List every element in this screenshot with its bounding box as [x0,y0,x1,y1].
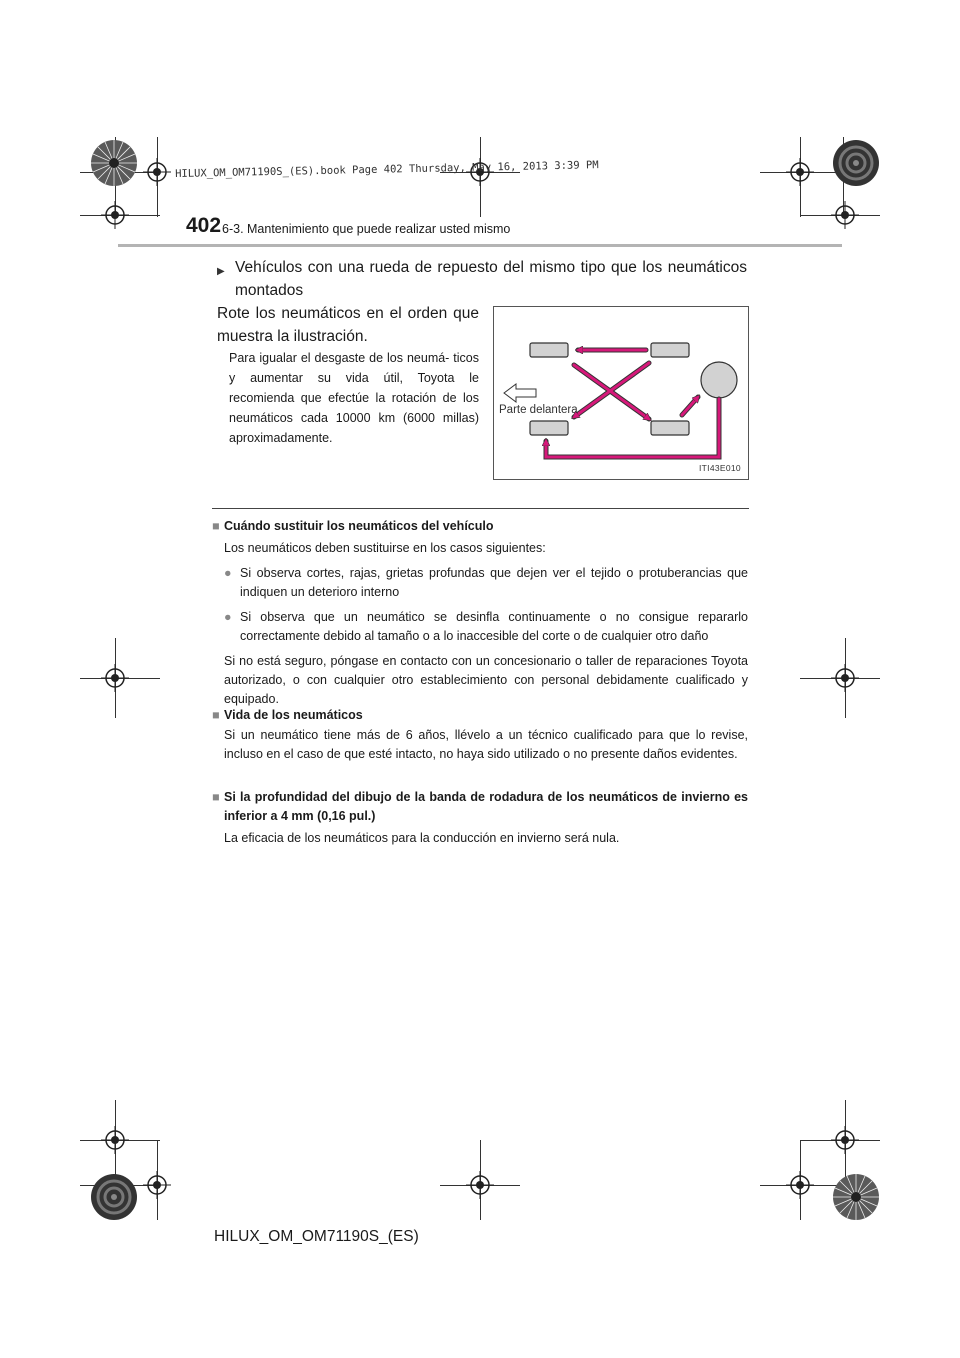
book-info-stamp: HILUX_OM_OM71190S_(ES).book Page 402 Thursday, May 16, 2013 3:39 PM [175,159,599,180]
crosshair-icon [466,1171,494,1199]
crosshair-icon [831,664,859,692]
rotation-heading-text: Vehículos con una rueda de repuesto del mismo tipo que los neumáticos montados [235,259,747,299]
square-bullet-icon: ■ [212,519,220,533]
rotation-heading [217,256,747,302]
tire-rear-left [530,421,568,435]
rosette-icon [89,138,139,188]
list-item-text: Si observa que un neumático se desinfla continuamente o no consigue repararlo correctamente debido al tamaño o a lo inaccesible del corte o de cualquier otro daño [240,610,748,643]
section-divider [212,508,749,509]
section-heading-text: Si la profundidad del dibujo de la banda de rodadura de los neumáticos de invierno es inferior a 4 mm (0,16 pul.) [224,790,748,823]
tire-front-right [651,343,689,357]
spare-tire [701,362,737,398]
rosette-icon [831,1172,881,1222]
section-after: Si no está seguro, póngase en contacto con un concesionario o taller de reparaciones Toyota autorizado, o con cualquier otro establecimiento con personal debidamente cualificado y equipado. [224,654,748,706]
rotation-intro: Rote los neumáticos en el orden que muestra la ilustración. [217,305,479,345]
section-title: 6-3. Mantenimiento que puede realizar usted mismo [222,222,511,236]
crosshair-icon [786,158,814,186]
tire-rotation-figure [493,306,749,480]
section-replace-tires [212,517,748,709]
rosette-icon [831,138,881,188]
list-item [212,564,748,602]
section-body: Si un neumático tiene más de 6 años, llévelo a un técnico cualificado para que lo revise, incluso en el caso de que esté intacto, no haya sido utilizado o no presente daños evidentes. [224,728,748,761]
arrow-rr-to-spare [682,397,698,415]
crosshair-icon [101,1126,129,1154]
section-heading-text: Vida de los neumáticos [224,708,363,722]
crosshair-icon [831,1126,859,1154]
list-item-text: Si observa cortes, rajas, grietas profundas que dejen ver el tejido o protuberancias que indiquen un deterioro interno [240,566,748,599]
crosshair-icon [101,201,129,229]
section-tire-life [212,706,748,764]
section-intro: Los neumáticos deben sustituirse en los casos siguientes: [224,541,546,555]
list-item [212,608,748,646]
crosshair-icon [143,158,171,186]
section-heading [212,706,748,725]
crosshair-icon [831,201,859,229]
square-bullet-icon: ■ [212,708,220,722]
section-heading [212,517,748,536]
section-winter-tires [212,788,748,848]
tire-rotation-diagram [494,307,750,481]
rotation-note: Para igualar el desgaste de los neumá- ticos y aumentar su vida útil, Toyota le recomienda que efectúe la rotación de los neumáticos cada 10000 km (6000 millas) aproximadamente. [229,351,479,445]
footer-code: HILUX_OM_OM71190S_(ES) [214,1228,419,1245]
page-number: 402 [186,214,222,237]
triangle-bullet-icon: ▶ [217,266,225,277]
tire-rear-right [651,421,689,435]
circle-bullet-icon: ● [224,610,232,624]
figure-code: ITI43E010 [699,463,741,473]
crosshair-icon [143,1171,171,1199]
rosette-icon [89,1172,139,1222]
front-label: Parte delantera [499,404,578,416]
section-heading [212,788,748,826]
section-heading-text: Cuándo sustituir los neumáticos del vehículo [224,519,494,533]
circle-bullet-icon: ● [224,566,232,580]
header-rule [118,244,842,247]
section-body: La eficacia de los neumáticos para la conducción en invierno será nula. [224,831,620,845]
square-bullet-icon: ■ [212,790,220,804]
tire-front-left [530,343,568,357]
crosshair-icon [786,1171,814,1199]
front-direction-arrow [504,384,536,402]
crosshair-icon [101,664,129,692]
